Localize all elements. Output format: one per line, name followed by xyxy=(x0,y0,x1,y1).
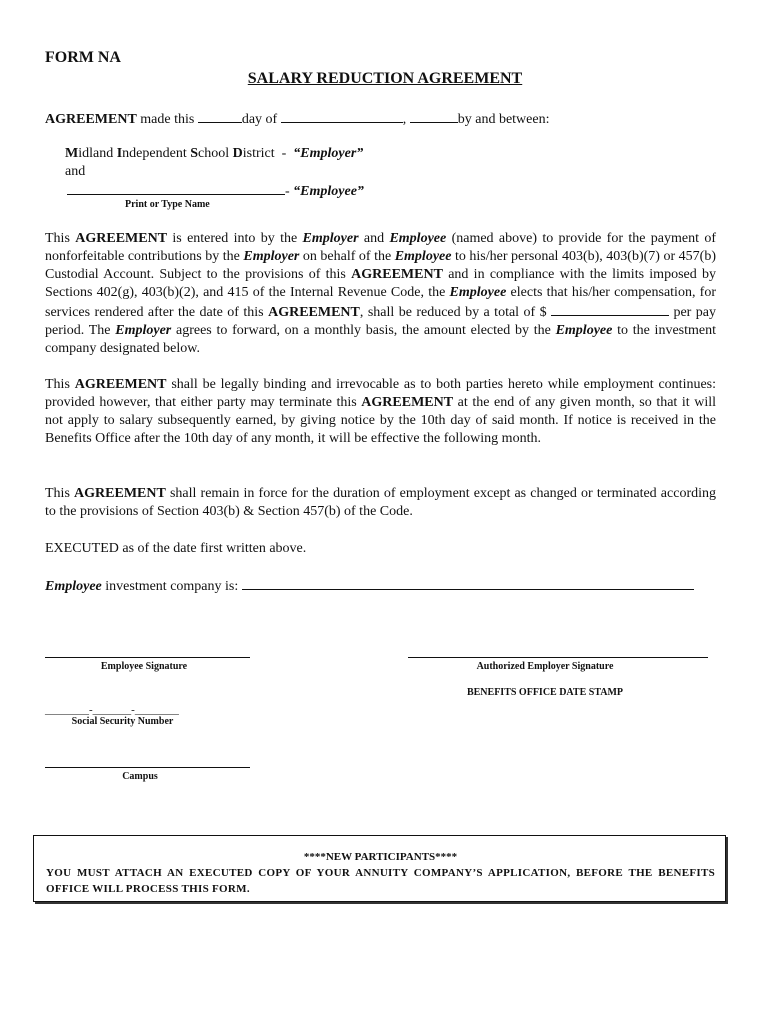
p1-text-1: This xyxy=(45,231,76,246)
p2-text-1: This xyxy=(45,377,75,392)
p1-employer-2: Employer xyxy=(243,249,300,264)
p3-agreement-1: AGREEMENT xyxy=(74,486,166,501)
p3-text-2: shall remain in force for the duration of employment except as changed or terminated according to the provisions of Section 403(b) & Section 457(b) of the Code. xyxy=(45,486,716,519)
employer-initial-2: I xyxy=(116,146,123,161)
p1-employee-2: Employee xyxy=(394,249,452,264)
ssn-field[interactable]: ________-_______-________ xyxy=(45,704,179,716)
employer-role: “Employer” xyxy=(293,146,364,161)
p1-text-5: on behalf of the xyxy=(299,249,395,264)
p2-text-3: at the end of any given month, so that it will not apply to salary subsequently earned, by giving notice by the 10th day of said month. If notice is received in the Benefits Office after the 10th day of any month, it will be effective the following month. xyxy=(45,395,716,446)
paragraph-binding xyxy=(45,376,716,448)
investment-company-blank[interactable] xyxy=(242,576,694,590)
amount-blank[interactable] xyxy=(551,302,669,316)
p1-agreement-1: AGREEMENT xyxy=(75,231,168,246)
employer-initial-4: D xyxy=(232,146,243,161)
employee-role: “Employee” xyxy=(293,184,364,199)
employer-separator: - xyxy=(274,146,294,161)
employer-word-4: istrict xyxy=(242,146,275,161)
paragraph-contributions xyxy=(45,230,716,358)
employer-name xyxy=(65,146,275,161)
executed-statement: EXECUTED as of the date first written above. xyxy=(45,541,307,556)
employer-signature-line[interactable] xyxy=(408,657,708,658)
p2-text-2: shall be legally binding and irrevocable as to both parties hereto while employment continues: provided however, that either party may terminate this xyxy=(45,377,717,410)
year-blank[interactable] xyxy=(410,109,458,123)
employer-word-2: ndependent xyxy=(122,146,191,161)
p3-text-1: This xyxy=(45,486,75,501)
p1-text-3: and xyxy=(358,231,390,246)
employee-signature-line[interactable] xyxy=(45,657,250,658)
investment-company-line xyxy=(45,576,694,596)
campus-line[interactable] xyxy=(45,767,250,768)
p1-text-7: and in compliance with the limits imposed by Sections 402(g), 403(b)(2), and 415 of the Internal Revenue Code, the xyxy=(45,267,716,300)
date-stamp-label: BENEFITS OFFICE DATE STAMP xyxy=(466,687,624,698)
employee-separator: - xyxy=(285,184,294,199)
ssn-label: Social Security Number xyxy=(71,716,174,727)
p1-text-2: is entered into by the xyxy=(167,231,303,246)
notice-title: ****NEW PARTICIPANTS**** xyxy=(303,851,458,863)
campus-label: Campus xyxy=(122,771,158,782)
notice-body: YOU MUST ATTACH AN EXECUTED COPY OF YOUR ANNUITY COMPANY’S APPLICATION, BEFORE THE BENEFITS OFFICE WILL PROCESS THIS FORM. xyxy=(46,867,715,895)
p1-text-12: to the investment company designated below. xyxy=(45,323,716,356)
day-blank[interactable] xyxy=(198,109,242,123)
employer-signature-label: Authorized Employer Signature xyxy=(476,661,614,672)
employee-signature-label: Employee Signature xyxy=(100,661,188,672)
day-of-text: day of xyxy=(241,112,281,127)
p1-employee-3: Employee xyxy=(449,285,507,300)
p1-text-4: (named above) to provide for the payment of nonforfeitable contributions by the xyxy=(45,231,717,264)
agreement-date-line xyxy=(45,109,549,129)
p1-employee-1: Employee xyxy=(389,231,447,246)
p1-text-10: per pay period. The xyxy=(45,305,716,338)
employer-initial-3: S xyxy=(190,146,198,161)
p1-text-8: elects that his/her compensation, for services rendered after the date of this xyxy=(45,285,716,320)
p1-employer-1: Employer xyxy=(302,231,359,246)
employer-initial-1: M xyxy=(65,146,79,161)
p1-employer-3: Employer xyxy=(115,323,172,338)
p1-agreement-2: AGREEMENT xyxy=(351,267,443,282)
employee-party-line xyxy=(67,181,364,201)
employer-word-3: chool xyxy=(198,146,233,161)
p1-text-6: to his/her personal 403(b), 403(b)(7) or 457(b) Custodial Account. Subject to the provisions of this xyxy=(45,249,716,282)
new-participants-notice xyxy=(33,835,726,902)
form-id: FORM NA xyxy=(45,49,121,66)
p1-text-9: , shall be reduced by a total of $ xyxy=(359,305,552,320)
p2-agreement-2: AGREEMENT xyxy=(361,395,454,410)
p1-agreement-3: AGREEMENT xyxy=(268,305,360,320)
employer-party-line xyxy=(65,145,363,163)
document-title: SALARY REDUCTION AGREEMENT xyxy=(247,70,523,87)
p1-text-11: agrees to forward, on a monthly basis, the amount elected by the xyxy=(171,323,556,338)
by-and-between-text: by and between: xyxy=(457,112,550,127)
p1-employee-4: Employee xyxy=(555,323,613,338)
and-text: and xyxy=(65,164,86,179)
paragraph-duration xyxy=(45,485,716,521)
investment-employee-label: Employee xyxy=(45,579,102,594)
employee-name-blank[interactable] xyxy=(67,181,285,195)
agreement-term: AGREEMENT xyxy=(45,112,137,127)
print-name-label: Print or Type Name xyxy=(125,199,210,210)
made-this-text: made this xyxy=(136,112,198,127)
p2-agreement-1: AGREEMENT xyxy=(74,377,167,392)
comma-text: , xyxy=(402,112,410,127)
investment-label: investment company is: xyxy=(101,579,242,594)
employer-word-1: idland xyxy=(78,146,117,161)
month-blank[interactable] xyxy=(281,109,403,123)
